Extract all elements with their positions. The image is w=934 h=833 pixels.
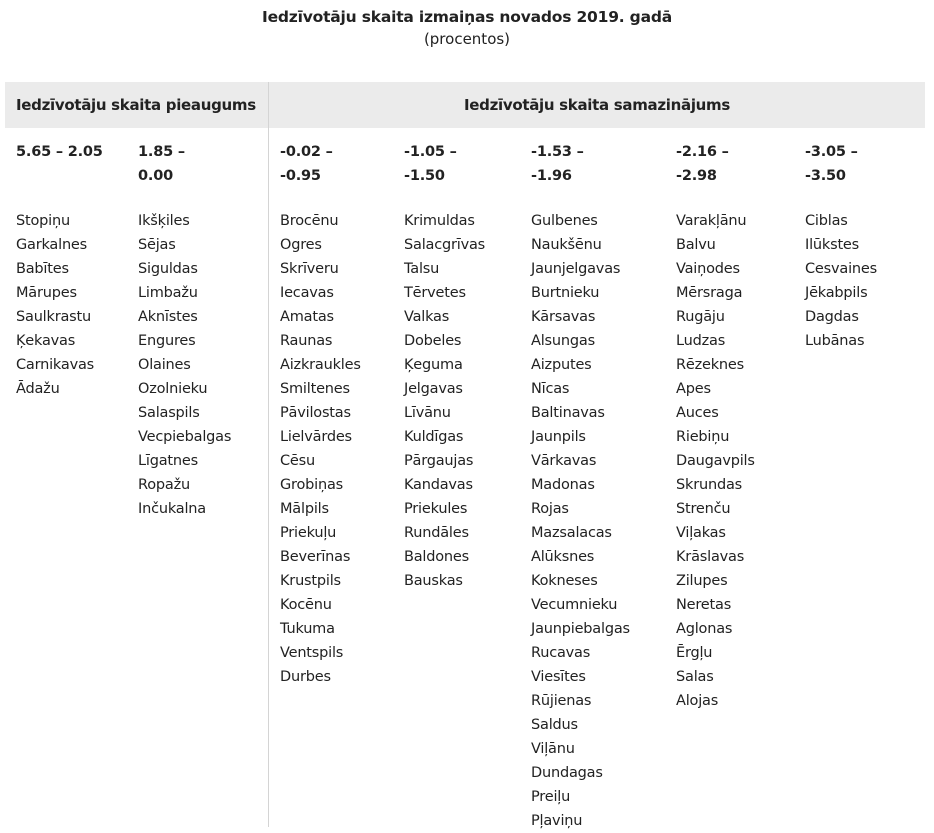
municipality-item: Engures xyxy=(138,333,196,349)
municipality-item: Alsungas xyxy=(531,333,595,349)
municipality-item: Cesvaines xyxy=(805,261,877,277)
municipality-item: Apes xyxy=(676,381,711,397)
chart-subtitle: (procentos) xyxy=(423,30,511,48)
municipality-item: Priekuļu xyxy=(280,525,337,541)
municipality-item: Jelgavas xyxy=(404,381,463,397)
municipality-item: Ozolnieku xyxy=(138,381,208,397)
municipality-item: Ogres xyxy=(280,237,322,253)
municipality-item: Gulbenes xyxy=(531,213,598,229)
municipality-item: Baldones xyxy=(404,549,470,565)
municipality-item: Carnikavas xyxy=(16,357,94,373)
municipality-item: Grobiņas xyxy=(280,477,344,493)
municipality-item: Pārgaujas xyxy=(404,453,474,469)
municipality-item: Kandavas xyxy=(404,477,473,493)
municipality-item: Mērsraga xyxy=(676,285,743,301)
municipality-item: Amatas xyxy=(280,309,334,325)
municipality-item: Beverīnas xyxy=(280,549,351,565)
municipality-item: Kocēnu xyxy=(280,597,332,613)
range-column xyxy=(138,140,232,517)
range-label: 5.65 – 2.05 xyxy=(16,144,103,160)
municipality-item: Jaunpiebalgas xyxy=(531,621,630,637)
municipality-item: Smiltenes xyxy=(280,381,350,397)
municipality-item: Siguldas xyxy=(138,261,198,277)
municipality-item: Aknīstes xyxy=(138,309,198,325)
municipality-item: Jaunjelgavas xyxy=(531,261,621,277)
municipality-item: Rēzeknes xyxy=(676,357,744,373)
municipality-item: Salas xyxy=(676,669,714,685)
range-column xyxy=(404,140,485,589)
municipality-item: Pļaviņu xyxy=(531,813,583,829)
municipality-item: Preiļu xyxy=(531,789,571,805)
municipality-item: Saldus xyxy=(531,717,578,733)
municipality-item: Riebiņu xyxy=(676,429,730,445)
municipality-item: Krāslavas xyxy=(676,549,745,565)
municipality-item: Skrīveru xyxy=(280,261,339,277)
municipality-item: Vārkavas xyxy=(531,453,597,469)
range-column xyxy=(280,140,361,685)
municipality-item: Lielvārdes xyxy=(280,429,352,445)
municipality-item: Varakļānu xyxy=(676,213,747,229)
municipality-item: Līvānu xyxy=(404,405,451,421)
municipality-item: Cēsu xyxy=(280,453,315,469)
municipality-item: Saulkrastu xyxy=(16,309,91,325)
municipality-item: Tērvetes xyxy=(404,285,466,301)
header-decrease: Iedzīvotāju skaita samazinājums xyxy=(269,82,925,128)
municipality-item: Balvu xyxy=(676,237,716,253)
municipality-item: Limbažu xyxy=(138,285,198,301)
municipality-item: Rundāles xyxy=(404,525,469,541)
range-column xyxy=(676,140,755,709)
municipality-item: Tukuma xyxy=(280,621,335,637)
range-column xyxy=(531,140,630,829)
municipality-item: Salacgrīvas xyxy=(404,237,485,253)
municipality-item: Stopiņu xyxy=(16,213,70,229)
municipality-item: Rojas xyxy=(531,501,569,517)
municipality-item: Ērgļu xyxy=(676,645,713,661)
municipality-item: Ropažu xyxy=(138,477,190,493)
municipality-item: Garkalnes xyxy=(16,237,88,253)
municipality-item: Aglonas xyxy=(676,621,733,637)
municipality-item: Valkas xyxy=(404,309,450,325)
municipality-item: Bauskas xyxy=(404,573,463,589)
municipality-item: Auces xyxy=(676,405,719,421)
municipality-item: Viļānu xyxy=(531,741,575,757)
range-label: -3.05 – -3.50 xyxy=(805,144,858,184)
municipality-item: Viesītes xyxy=(531,669,586,685)
municipality-item: Strenču xyxy=(676,501,731,517)
municipality-list xyxy=(805,209,877,353)
municipality-list xyxy=(138,209,231,521)
municipality-item: Ilūkstes xyxy=(805,237,860,253)
municipality-item: Aizkraukles xyxy=(280,357,361,373)
municipality-item: Babītes xyxy=(16,261,69,277)
municipality-item: Naukšēnu xyxy=(531,237,602,253)
municipality-item: Mazsalacas xyxy=(531,525,612,541)
municipality-item: Nīcas xyxy=(531,381,570,397)
municipality-item: Ķeguma xyxy=(404,357,463,373)
municipality-item: Krimuldas xyxy=(404,213,475,229)
municipality-item: Ikšķiles xyxy=(138,213,190,229)
municipality-item: Vaiņodes xyxy=(676,261,740,277)
municipality-item: Jēkabpils xyxy=(805,285,868,301)
municipality-item: Zilupes xyxy=(676,573,728,589)
title-block xyxy=(0,6,934,50)
municipality-item: Ventspils xyxy=(280,645,344,661)
municipality-item: Ādažu xyxy=(16,381,60,397)
municipality-item: Rūjienas xyxy=(531,693,592,709)
municipality-item: Salaspils xyxy=(138,405,200,421)
municipality-item: Lubānas xyxy=(805,333,865,349)
municipality-item: Ķekavas xyxy=(16,333,76,349)
municipality-item: Dundagas xyxy=(531,765,603,781)
municipality-item: Baltinavas xyxy=(531,405,605,421)
municipality-item: Pāvilostas xyxy=(280,405,351,421)
municipality-item: Kuldīgas xyxy=(404,429,464,445)
municipality-list xyxy=(404,209,485,593)
municipality-item: Inčukalna xyxy=(138,501,206,517)
municipality-item: Iecavas xyxy=(280,285,334,301)
municipality-item: Olaines xyxy=(138,357,191,373)
municipality-list xyxy=(676,209,755,713)
municipality-item: Madonas xyxy=(531,477,595,493)
municipality-item: Rugāju xyxy=(676,309,725,325)
municipality-item: Rucavas xyxy=(531,645,591,661)
municipality-item: Priekules xyxy=(404,501,468,517)
municipality-item: Daugavpils xyxy=(676,453,755,469)
range-column xyxy=(16,140,103,397)
municipality-item: Viļakas xyxy=(676,525,726,541)
municipality-item: Durbes xyxy=(280,669,331,685)
municipality-item: Ciblas xyxy=(805,213,848,229)
municipality-item: Mālpils xyxy=(280,501,329,517)
municipality-list xyxy=(280,209,361,689)
municipality-item: Aizputes xyxy=(531,357,592,373)
range-label: -2.16 – -2.98 xyxy=(676,144,729,184)
municipality-item: Ludzas xyxy=(676,333,726,349)
municipality-item: Skrundas xyxy=(676,477,742,493)
range-label: 1.85 – 0.00 xyxy=(138,144,185,184)
municipality-item: Kokneses xyxy=(531,573,598,589)
municipality-item: Vecumnieku xyxy=(531,597,618,613)
municipality-item: Kārsavas xyxy=(531,309,596,325)
municipality-list xyxy=(16,209,94,401)
municipality-item: Raunas xyxy=(280,333,333,349)
header-increase: Iedzīvotāju skaita pieaugums xyxy=(5,82,268,128)
municipality-item: Talsu xyxy=(404,261,440,277)
municipality-item: Alojas xyxy=(676,693,719,709)
municipality-item: Līgatnes xyxy=(138,453,198,469)
range-label: -0.02 – -0.95 xyxy=(280,144,333,184)
municipality-item: Burtnieku xyxy=(531,285,600,301)
municipality-item: Alūksnes xyxy=(531,549,595,565)
municipality-item: Mārupes xyxy=(16,285,77,301)
municipality-list xyxy=(531,209,630,833)
range-label: -1.53 – -1.96 xyxy=(531,144,584,184)
municipality-item: Neretas xyxy=(676,597,732,613)
municipality-item: Vecpiebalgas xyxy=(138,429,232,445)
range-label: -1.05 – -1.50 xyxy=(404,144,457,184)
municipality-item: Krustpils xyxy=(280,573,341,589)
municipality-item: Dobeles xyxy=(404,333,462,349)
municipality-item: Sējas xyxy=(138,237,176,253)
column-divider xyxy=(268,82,269,827)
range-column xyxy=(805,140,877,349)
chart-title: Iedzīvotāju skaita izmaiņas novados 2019. gadā xyxy=(262,8,672,26)
municipality-item: Brocēnu xyxy=(280,213,339,229)
municipality-item: Jaunpils xyxy=(531,429,586,445)
municipality-item: Dagdas xyxy=(805,309,859,325)
